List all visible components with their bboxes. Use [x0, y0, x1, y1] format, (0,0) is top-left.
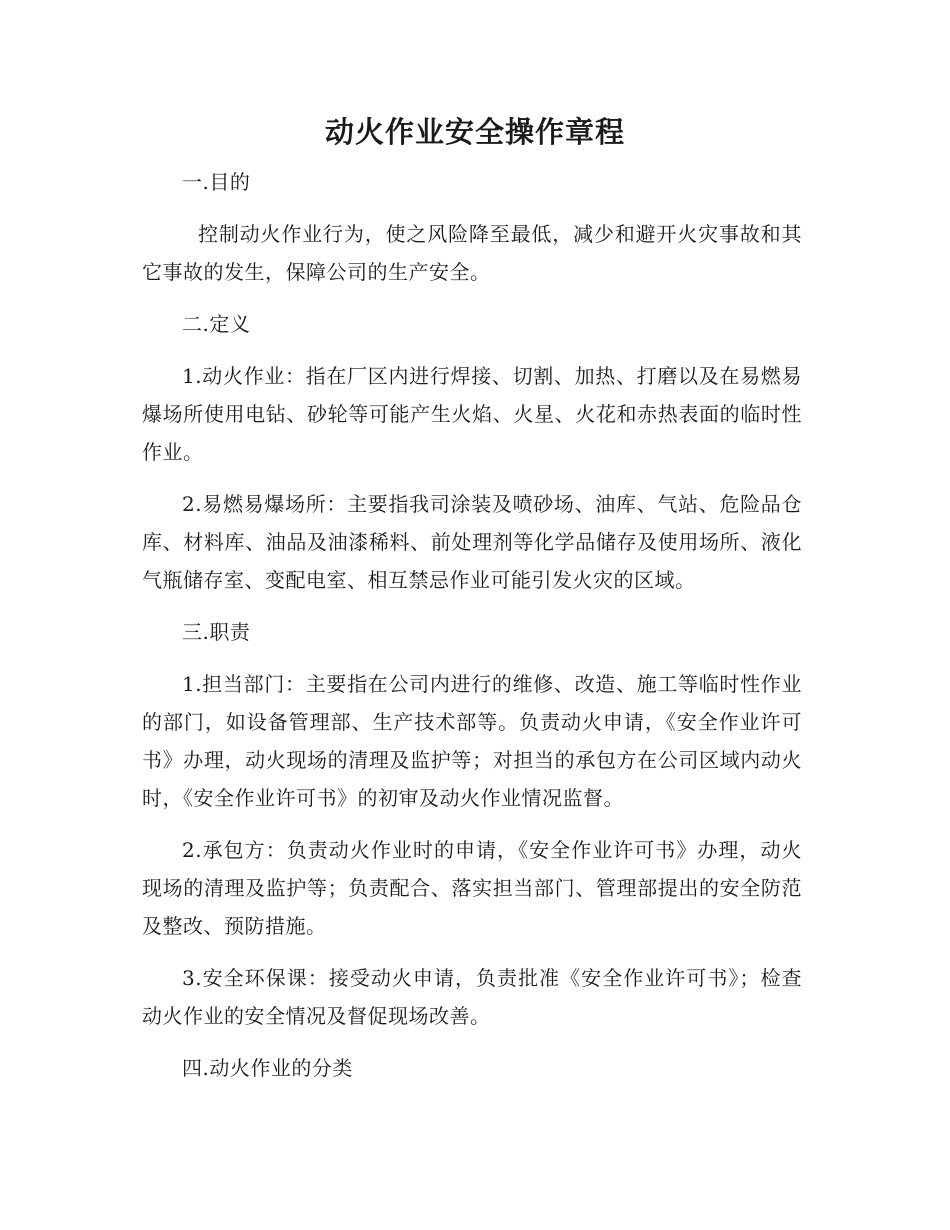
section-heading-responsibility: 三.职责	[182, 620, 251, 644]
paragraph-responsibility-3: 3.安全环保课：接受动火申请，负责批准《安全作业许可书》；检查动火作业的安全情况及督促现场改善。	[142, 966, 802, 1028]
paragraph-purpose: 控制动火作业行为，使之风险降至最低，减少和避开火灾事故和其它事故的发生，保障公司的生产安全。	[142, 222, 802, 284]
document-title: 动火作业安全操作章程	[324, 115, 625, 149]
paragraph-responsibility-2: 2.承包方：负责动火作业时的申请，《安全作业许可书》办理，动火现场的清理及监护等；负责配合、落实担当部门、管理部提出的安全防范及整改、预防措施。	[142, 838, 802, 938]
document-body	[142, 163, 802, 1101]
section-heading-classification: 四.动火作业的分类	[182, 1056, 353, 1080]
paragraph-definition-2: 2.易燃易爆场所：主要指我司涂装及喷砂场、油库、气站、危险品仓库、材料库、油品及油漆稀料、前处理剂等化学品储存及使用场所、液化气瓶储存室、变配电室、相互禁忌作业可能引发火灾的区域。	[142, 492, 802, 592]
section-heading-purpose: 一.目的	[182, 170, 251, 194]
paragraph-responsibility-1: 1.担当部门：主要指在公司内进行的维修、改造、施工等临时性作业的部门，如设备管理部、生产技术部等。负责动火申请，《安全作业许可书》办理，动火现场的清理及监护等；对担当的承包方在公司区域内动火时，《安全作业许可书》的初审及动火作业情况监督。	[142, 672, 802, 810]
section-heading-definition: 二.定义	[182, 312, 251, 336]
paragraph-definition-1: 1.动火作业：指在厂区内进行焊接、切割、加热、打磨以及在易燃易爆场所使用电钻、砂轮等可能产生火焰、火星、火花和赤热表面的临时性作业。	[142, 364, 802, 464]
